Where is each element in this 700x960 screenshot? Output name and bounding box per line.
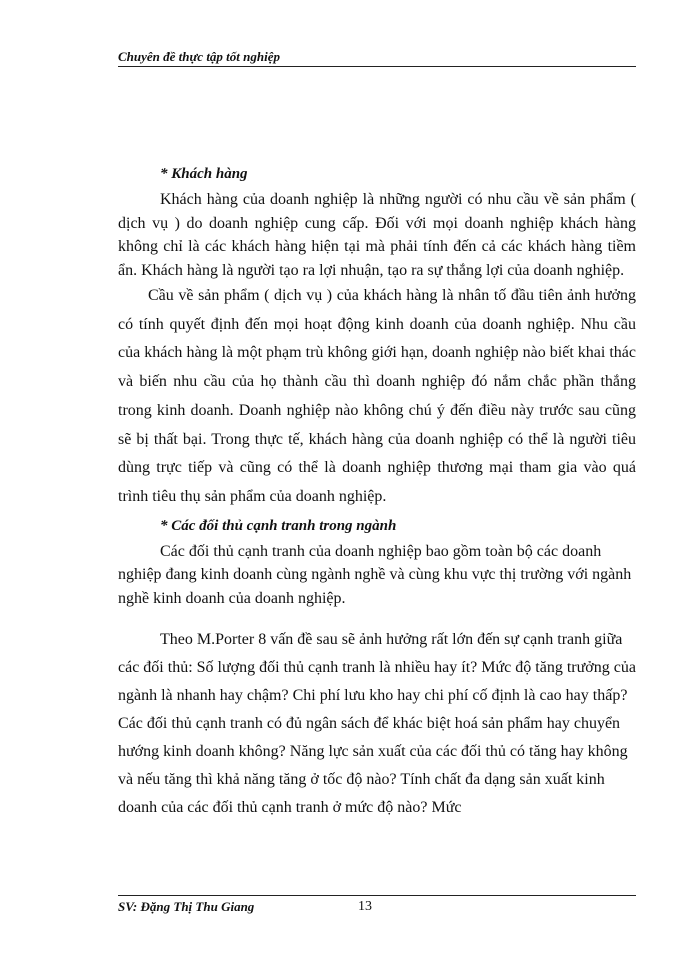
section-heading-competitors: * Các đối thủ cạnh tranh trong ngành <box>160 517 397 534</box>
paragraph: Các đối thủ cạnh tranh của doanh nghiệp bao gồm toàn bộ các doanh nghiệp đang kinh doanh cùng ngành nghề và cùng khu vực thị trường với ngành nghề kinh doanh của doanh nghiệp. <box>118 542 632 607</box>
document-body <box>118 160 636 822</box>
section-heading-customers: * Khách hàng <box>160 166 248 182</box>
paragraph: Khách hàng của doanh nghiệp là những người có nhu cầu về sản phẩm ( dịch vụ ) do doanh nghiệp cung cấp. Đối với mọi doanh nghiệp khách hàng không chỉ là các khách hàng hiện tại mà phải tính đến cả các khách hàng tiềm ẩn. Khách hàng là người tạo ra lợi nhuận, tạo ra sự thắng lợi của doanh nghiệp. <box>118 191 636 279</box>
footer-divider <box>118 895 636 896</box>
page-header: Chuyên đề thực tập tốt nghiệp <box>118 50 636 67</box>
footer-author: SV: Đặng Thị Thu Giang <box>118 899 255 914</box>
page-number: 13 <box>358 899 372 914</box>
paragraph: Theo M.Porter 8 vấn đề sau sẽ ảnh hưởng rất lớn đến sự cạnh tranh giữa các đối thủ: Số lượng đối thủ cạnh tranh là nhiều hay ít? Mức độ tăng trưởng của ngành là nhanh hay chậm? Chi phí lưu kho hay chi phí cố định là cao hay thấp? Các đối thủ cạnh tranh có đủ ngân sách để khác biệt hoá sản phẩm hay chuyển hướng kinh doanh không? Năng lực sản xuất của các đối thủ có tăng hay không và nếu tăng thì khả năng tăng ở tốc độ nào? Tính chất đa dạng sản xuất kinh doanh của các đối thủ cạnh tranh ở mức độ nào? Mức <box>118 631 636 817</box>
paragraph: Cầu về sản phẩm ( dịch vụ ) của khách hàng là nhân tố đầu tiên ảnh hưởng có tính quyết định đến mọi hoạt động kinh doanh của doanh nghiệp. Nhu cầu của khách hàng là một phạm trù không giới hạn, doanh nghiệp nào biết khai thác và biến nhu cầu của họ thành cầu thì doanh nghiệp đó nắm chắc phần thắng trong kinh doanh. Doanh nghiệp nào không chú ý đến điều này trước sau cũng sẽ bị thất bại. Trong thực tế, khách hàng của doanh nghiệp có thể là người tiêu dùng trực tiếp và cũng có thể là doanh nghiệp thương mại tham gia vào quá trình tiêu thụ sản phẩm của doanh nghiệp. <box>118 287 636 505</box>
